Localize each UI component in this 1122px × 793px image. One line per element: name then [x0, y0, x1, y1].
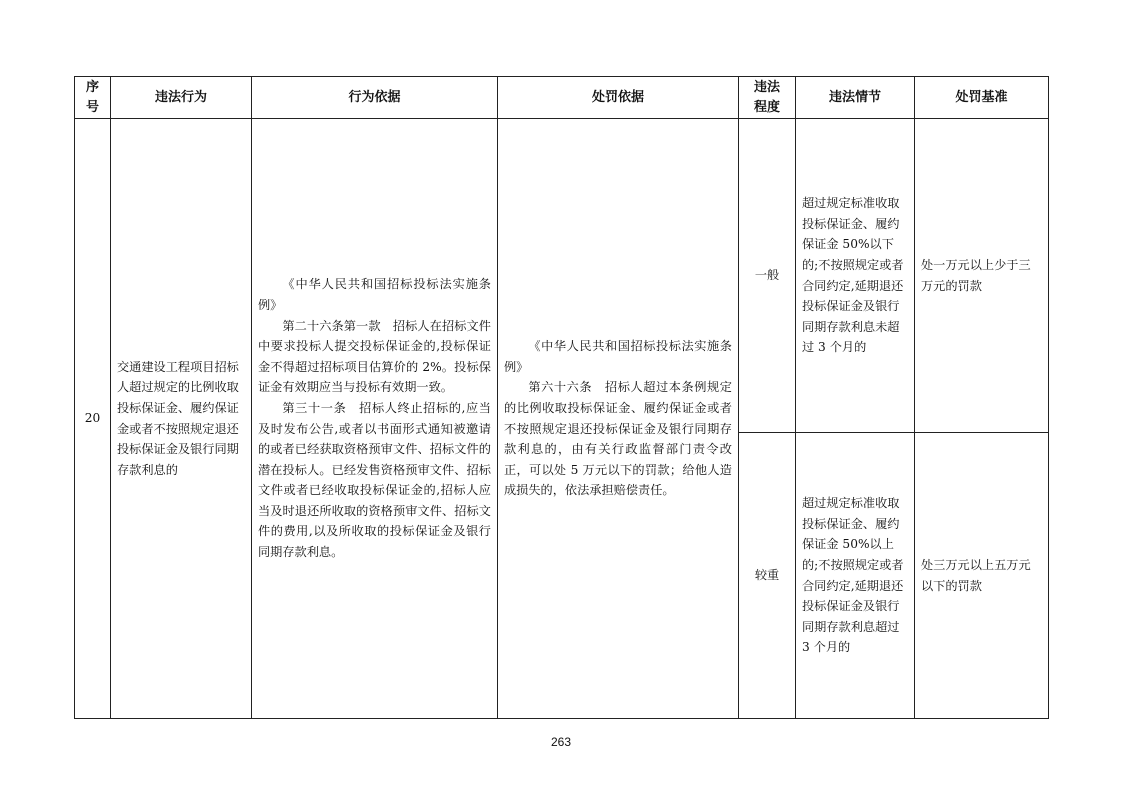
- header-circumstance: 违法情节: [796, 77, 915, 119]
- circumstance-serious: 超过规定标准收取投标保证金、履约保证金 50%以上的;不按照规定或者合同约定,延期退还投标保证金及银行同期存款利息超过 3 个月的: [796, 433, 915, 719]
- violation-description: 交通建设工程项目招标人超过规定的比例收取投标保证金、履约保证金或者不按照规定退还投标保证金及银行同期存款利息的: [111, 119, 252, 719]
- row-number: 20: [75, 119, 111, 719]
- conduct-basis-article-31: 第三十一条 招标人终止招标的,应当及时发布公告,或者以书面形式通知被邀请的或者已经获取资格预审文件、招标文件的潜在投标人。已经发售资格预审文件、招标文件或者已经收取投标保证金的,招标人应当及时退还所收取的资格预审文件、招标文件的费用,以及所收取的投标保证金及银行同期存款利息。: [258, 400, 491, 560]
- conduct-basis-article-26: 第二十六条第一款 招标人在招标文件中要求投标人提交投标保证金的,投标保证金不得超过招标项目估算价的 2%。投标保证金有效期应当与投标有效期一致。: [258, 318, 491, 395]
- header-standard: 处罚基准: [915, 77, 1049, 119]
- page-number: 263: [550, 735, 572, 749]
- standard-general: 处一万元以上少于三万元的罚款: [915, 119, 1049, 433]
- degree-general: 一般: [739, 119, 796, 433]
- penalty-standard-table: [74, 76, 1049, 719]
- header-degree: 违法 程度: [739, 77, 796, 119]
- penalty-basis: [498, 119, 739, 719]
- conduct-basis-law-title: 《中华人民共和国招标投标法实施条例》: [258, 277, 491, 312]
- conduct-basis: [252, 119, 498, 719]
- degree-serious: 较重: [739, 433, 796, 719]
- circumstance-general: 超过规定标准收取投标保证金、履约保证金 50%以下的;不按照规定或者合同约定,延期退还投标保证金及银行同期存款利息未超过 3 个月的: [796, 119, 915, 433]
- penalty-basis-law-title: 《中华人民共和国招标投标法实施条例》: [504, 339, 732, 374]
- table-row: [75, 119, 1049, 433]
- header-seq: 序 号: [75, 77, 111, 119]
- standard-serious: 处三万元以上五万元以下的罚款: [915, 433, 1049, 719]
- header-penalty-basis: 处罚依据: [498, 77, 739, 119]
- table-header-row: [75, 77, 1049, 119]
- header-violation: 违法行为: [111, 77, 252, 119]
- penalty-basis-article-66: 第六十六条 招标人超过本条例规定的比例收取投标保证金、履约保证金或者不按照规定退还投标保证金及银行同期存款利息的，由有关行政监督部门责令改正，可以处 5 万元以下的罚款；给他人造成损失的，依法承担赔偿责任。: [504, 380, 732, 498]
- header-conduct-basis: 行为依据: [252, 77, 498, 119]
